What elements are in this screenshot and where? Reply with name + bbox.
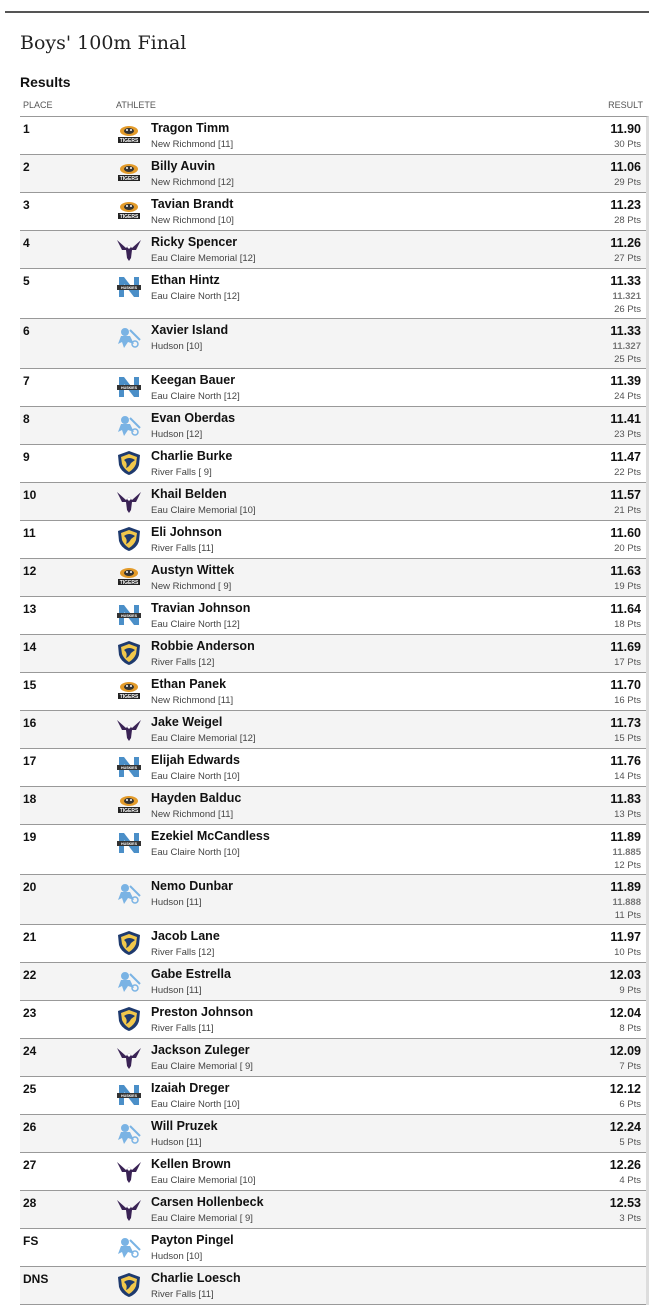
athlete-name-link[interactable]: Ezekiel McCandless bbox=[151, 829, 270, 843]
points-value: 28 Pts bbox=[614, 215, 641, 226]
team-grade-link[interactable]: River Falls [ 9] bbox=[151, 467, 212, 478]
svg-text:HUSKIES: HUSKIES bbox=[121, 842, 137, 846]
athlete-name-link[interactable]: Jackson Zuleger bbox=[151, 1043, 250, 1057]
place-cell: 27 bbox=[23, 1158, 37, 1172]
team-grade-link[interactable]: Hudson [11] bbox=[151, 1137, 202, 1148]
team-grade-link[interactable]: Eau Claire North [10] bbox=[151, 1099, 240, 1110]
athlete-name-link[interactable]: Izaiah Dreger bbox=[151, 1081, 230, 1095]
table-row bbox=[20, 1191, 646, 1229]
result-mark: 12.09 bbox=[609, 1044, 641, 1058]
falcon-logo-icon[interactable] bbox=[116, 526, 142, 552]
place-cell: 4 bbox=[23, 236, 30, 250]
raider-logo-icon[interactable] bbox=[116, 1234, 142, 1260]
huskies-logo-icon[interactable] bbox=[116, 830, 142, 856]
table-row bbox=[20, 407, 646, 445]
tigers-logo-icon[interactable] bbox=[116, 198, 142, 224]
place-cell: 7 bbox=[23, 374, 30, 388]
result-mark: 12.03 bbox=[609, 968, 641, 982]
place-cell: 11 bbox=[23, 526, 36, 540]
points-value: 9 Pts bbox=[619, 985, 641, 996]
team-grade-link[interactable]: Hudson [10] bbox=[151, 1251, 203, 1262]
tigers-logo-icon[interactable] bbox=[116, 564, 142, 590]
svg-text:TIGERS: TIGERS bbox=[119, 138, 139, 144]
athlete-name-link[interactable]: Khail Belden bbox=[151, 487, 227, 501]
table-row bbox=[20, 269, 646, 319]
eagle-logo-icon[interactable] bbox=[116, 1158, 142, 1184]
place-cell: 26 bbox=[23, 1120, 37, 1134]
table-row bbox=[20, 483, 646, 521]
place-cell: 13 bbox=[23, 602, 37, 616]
table-row bbox=[20, 635, 646, 673]
page-title: Boys' 100m Final bbox=[20, 32, 187, 54]
points-value: 19 Pts bbox=[614, 581, 641, 592]
tigers-logo-icon[interactable] bbox=[116, 678, 142, 704]
athlete-name-link[interactable]: Gabe Estrella bbox=[151, 967, 231, 981]
athlete-name-link[interactable]: Carsen Hollenbeck bbox=[151, 1195, 264, 1209]
team-grade-link[interactable]: River Falls [12] bbox=[151, 947, 215, 958]
place-cell: 22 bbox=[23, 968, 37, 982]
result-mark: 11.69 bbox=[610, 640, 641, 654]
team-grade-link[interactable]: Eau Claire Memorial [12] bbox=[151, 253, 256, 264]
team-grade-link[interactable]: Hudson [11] bbox=[151, 897, 202, 908]
team-grade-link[interactable]: New Richmond [10] bbox=[151, 215, 234, 226]
result-mark: 11.89 bbox=[610, 830, 641, 844]
table-row bbox=[20, 597, 646, 635]
table-row bbox=[20, 749, 646, 787]
column-header-athlete[interactable]: ATHLETE bbox=[116, 100, 156, 110]
team-grade-link[interactable]: Eau Claire Memorial [10] bbox=[151, 1175, 256, 1186]
points-value: 6 Pts bbox=[619, 1099, 641, 1110]
table-row bbox=[20, 155, 646, 193]
tiebreak-mark: 11.885 bbox=[612, 847, 641, 858]
result-mark: 11.39 bbox=[610, 374, 641, 388]
table-row bbox=[20, 559, 646, 597]
team-grade-link[interactable]: Eau Claire Memorial [10] bbox=[151, 505, 256, 516]
points-value: 15 Pts bbox=[614, 733, 641, 744]
falcon-logo-icon[interactable] bbox=[116, 1272, 142, 1298]
points-value: 16 Pts bbox=[614, 695, 641, 706]
table-row bbox=[20, 673, 646, 711]
points-value: 21 Pts bbox=[614, 505, 641, 516]
points-value: 22 Pts bbox=[614, 467, 641, 478]
place-cell: 9 bbox=[23, 450, 30, 464]
eagle-logo-icon[interactable] bbox=[116, 236, 142, 262]
place-cell: 6 bbox=[23, 324, 30, 338]
athlete-name-link[interactable]: Jacob Lane bbox=[151, 929, 220, 943]
table-row bbox=[20, 369, 646, 407]
table-row bbox=[20, 925, 646, 963]
points-value: 25 Pts bbox=[614, 354, 641, 365]
table-row bbox=[20, 825, 646, 875]
falcon-logo-icon[interactable] bbox=[116, 640, 142, 666]
team-grade-link[interactable]: New Richmond [11] bbox=[151, 809, 234, 820]
athlete-name-link[interactable]: Ethan Panek bbox=[151, 677, 227, 691]
athlete-name-link[interactable]: Hayden Balduc bbox=[151, 791, 242, 805]
falcon-logo-icon[interactable] bbox=[116, 930, 142, 956]
huskies-logo-icon[interactable] bbox=[116, 1082, 142, 1108]
place-cell: 23 bbox=[23, 1006, 37, 1020]
place-cell: 25 bbox=[23, 1082, 37, 1096]
points-value: 8 Pts bbox=[619, 1023, 641, 1034]
team-grade-link[interactable]: New Richmond [11] bbox=[151, 695, 234, 706]
place-cell: 2 bbox=[23, 160, 30, 174]
place-cell: 28 bbox=[23, 1196, 37, 1210]
falcon-logo-icon[interactable] bbox=[116, 450, 142, 476]
place-cell: 3 bbox=[23, 198, 30, 212]
place-cell: 20 bbox=[23, 880, 37, 894]
team-grade-link[interactable]: Hudson [10] bbox=[151, 341, 203, 352]
table-row bbox=[20, 1039, 646, 1077]
points-value: 20 Pts bbox=[614, 543, 641, 554]
eagle-logo-icon[interactable] bbox=[116, 716, 142, 742]
place-cell: 24 bbox=[23, 1044, 37, 1058]
points-value: 4 Pts bbox=[619, 1175, 641, 1186]
place-cell: 21 bbox=[23, 930, 37, 944]
result-mark: 11.57 bbox=[610, 488, 641, 502]
svg-text:TIGERS: TIGERS bbox=[119, 580, 139, 586]
raider-logo-icon[interactable] bbox=[116, 1120, 142, 1146]
team-grade-link[interactable]: Eau Claire Memorial [ 9] bbox=[151, 1213, 253, 1224]
raider-logo-icon[interactable] bbox=[116, 412, 142, 438]
athlete-name-link[interactable]: Billy Auvin bbox=[151, 159, 216, 173]
team-grade-link[interactable]: River Falls [11] bbox=[151, 543, 214, 554]
points-value: 14 Pts bbox=[614, 771, 641, 782]
eagle-logo-icon[interactable] bbox=[116, 488, 142, 514]
tigers-logo-icon[interactable] bbox=[116, 160, 142, 186]
team-grade-link[interactable]: Eau Claire North [10] bbox=[151, 771, 240, 782]
place-cell: 15 bbox=[23, 678, 37, 692]
result-mark: 11.63 bbox=[610, 564, 641, 578]
team-grade-link[interactable]: River Falls [11] bbox=[151, 1289, 214, 1300]
raider-logo-icon[interactable] bbox=[116, 968, 142, 994]
eagle-logo-icon[interactable] bbox=[116, 1196, 142, 1222]
place-cell: 10 bbox=[23, 488, 37, 502]
team-grade-link[interactable]: Hudson [12] bbox=[151, 429, 203, 440]
points-value: 27 Pts bbox=[614, 253, 641, 264]
table-row bbox=[20, 231, 646, 269]
athlete-name-link[interactable]: Ricky Spencer bbox=[151, 235, 238, 249]
result-mark: 12.24 bbox=[609, 1120, 641, 1134]
athlete-name-link[interactable]: Travian Johnson bbox=[151, 601, 251, 615]
results-table bbox=[20, 98, 649, 1305]
athlete-name-link[interactable]: Keegan Bauer bbox=[151, 373, 236, 387]
table-row bbox=[20, 963, 646, 1001]
result-mark: 12.53 bbox=[609, 1196, 641, 1210]
result-mark: 11.33 bbox=[610, 274, 641, 288]
team-grade-link[interactable]: Eau Claire Memorial [12] bbox=[151, 733, 256, 744]
place-cell: 19 bbox=[23, 830, 37, 844]
points-value: 3 Pts bbox=[619, 1213, 641, 1224]
points-value: 17 Pts bbox=[614, 657, 641, 668]
result-mark: 11.83 bbox=[610, 792, 641, 806]
huskies-logo-icon[interactable] bbox=[116, 602, 142, 628]
svg-text:HUSKIES: HUSKIES bbox=[121, 286, 137, 290]
athlete-name-link[interactable]: Eli Johnson bbox=[151, 525, 222, 539]
svg-text:TIGERS: TIGERS bbox=[119, 808, 139, 814]
result-mark: 12.12 bbox=[609, 1082, 641, 1096]
points-value: 10 Pts bbox=[614, 947, 641, 958]
place-cell: 18 bbox=[23, 792, 37, 806]
svg-text:TIGERS: TIGERS bbox=[119, 694, 139, 700]
result-mark: 11.73 bbox=[610, 716, 641, 730]
tiebreak-mark: 11.888 bbox=[612, 897, 641, 908]
points-value: 11 Pts bbox=[614, 910, 641, 921]
points-value: 23 Pts bbox=[614, 429, 641, 440]
section-title: Results bbox=[20, 74, 71, 90]
athlete-name-link[interactable]: Nemo Dunbar bbox=[151, 879, 233, 893]
result-mark: 11.97 bbox=[610, 930, 641, 944]
points-value: 7 Pts bbox=[619, 1061, 641, 1072]
points-value: 12 Pts bbox=[614, 860, 641, 871]
huskies-logo-icon[interactable] bbox=[116, 754, 142, 780]
place-cell: 17 bbox=[23, 754, 37, 768]
table-row bbox=[20, 117, 646, 155]
athlete-name-link[interactable]: Kellen Brown bbox=[151, 1157, 231, 1171]
svg-text:HUSKIES: HUSKIES bbox=[121, 766, 137, 770]
tigers-logo-icon[interactable] bbox=[116, 122, 142, 148]
table-row bbox=[20, 1001, 646, 1039]
table-row bbox=[20, 445, 646, 483]
result-mark: 11.47 bbox=[610, 450, 641, 464]
athlete-name-link[interactable]: Jake Weigel bbox=[151, 715, 223, 729]
raider-logo-icon[interactable] bbox=[116, 880, 142, 906]
points-value: 30 Pts bbox=[614, 139, 641, 150]
team-grade-link[interactable]: Eau Claire North [12] bbox=[151, 619, 240, 630]
place-cell: 5 bbox=[23, 274, 30, 288]
table-row bbox=[20, 1267, 646, 1305]
table-row bbox=[20, 711, 646, 749]
table-row bbox=[20, 521, 646, 559]
tiebreak-mark: 11.327 bbox=[612, 341, 641, 352]
place-cell: DNS bbox=[23, 1272, 49, 1286]
eagle-logo-icon[interactable] bbox=[116, 1044, 142, 1070]
table-row bbox=[20, 1115, 646, 1153]
team-grade-link[interactable]: Eau Claire North [12] bbox=[151, 291, 240, 302]
falcon-logo-icon[interactable] bbox=[116, 1006, 142, 1032]
place-cell: 16 bbox=[23, 716, 37, 730]
tiebreak-mark: 11.321 bbox=[612, 291, 641, 302]
column-header-place[interactable]: PLACE bbox=[23, 100, 53, 110]
table-row bbox=[20, 787, 646, 825]
result-mark: 11.33 bbox=[610, 324, 641, 338]
points-value: 13 Pts bbox=[614, 809, 641, 820]
svg-text:HUSKIES: HUSKIES bbox=[121, 386, 137, 390]
raider-logo-icon[interactable] bbox=[116, 324, 142, 350]
result-mark: 11.41 bbox=[610, 412, 641, 426]
result-mark: 11.23 bbox=[610, 198, 641, 212]
athlete-name-link[interactable]: Will Pruzek bbox=[151, 1119, 218, 1133]
result-mark: 11.64 bbox=[610, 602, 641, 616]
result-mark: 12.26 bbox=[609, 1158, 641, 1172]
result-mark: 11.70 bbox=[610, 678, 641, 692]
svg-text:HUSKIES: HUSKIES bbox=[121, 614, 137, 618]
tigers-logo-icon[interactable] bbox=[116, 792, 142, 818]
points-value: 29 Pts bbox=[614, 177, 641, 188]
team-grade-link[interactable]: Eau Claire Memorial [ 9] bbox=[151, 1061, 253, 1072]
svg-text:HUSKIES: HUSKIES bbox=[121, 1094, 137, 1098]
top-divider bbox=[5, 11, 649, 13]
table-row bbox=[20, 193, 646, 231]
team-grade-link[interactable]: Eau Claire North [12] bbox=[151, 391, 240, 402]
team-grade-link[interactable]: New Richmond [11] bbox=[151, 139, 234, 150]
athlete-name-link[interactable]: Xavier Island bbox=[151, 323, 229, 337]
results-rows bbox=[20, 116, 649, 1305]
table-row bbox=[20, 1077, 646, 1115]
result-mark: 11.76 bbox=[610, 754, 641, 768]
table-row bbox=[20, 875, 646, 925]
team-grade-link[interactable]: River Falls [11] bbox=[151, 1023, 214, 1034]
points-value: 26 Pts bbox=[614, 304, 641, 315]
athlete-name-link[interactable]: Preston Johnson bbox=[151, 1005, 254, 1019]
points-value: 24 Pts bbox=[614, 391, 641, 402]
athlete-name-link[interactable]: Tragon Timm bbox=[151, 121, 230, 135]
athlete-name-link[interactable]: Charlie Burke bbox=[151, 449, 233, 463]
table-row bbox=[20, 1229, 646, 1267]
place-cell: FS bbox=[23, 1234, 39, 1248]
huskies-logo-icon[interactable] bbox=[116, 374, 142, 400]
athlete-name-link[interactable]: Charlie Loesch bbox=[151, 1271, 241, 1285]
athlete-name-link[interactable]: Tavian Brandt bbox=[151, 197, 234, 211]
place-cell: 12 bbox=[23, 564, 37, 578]
team-grade-link[interactable]: Eau Claire North [10] bbox=[151, 847, 240, 858]
svg-text:TIGERS: TIGERS bbox=[119, 176, 139, 182]
table-header bbox=[20, 98, 649, 116]
place-cell: 1 bbox=[23, 122, 30, 136]
place-cell: 8 bbox=[23, 412, 30, 426]
team-grade-link[interactable]: New Richmond [ 9] bbox=[151, 581, 232, 592]
athlete-name-link[interactable]: Evan Oberdas bbox=[151, 411, 236, 425]
athlete-name-link[interactable]: Payton Pingel bbox=[151, 1233, 234, 1247]
svg-text:TIGERS: TIGERS bbox=[119, 214, 139, 220]
athlete-name-link[interactable]: Austyn Wittek bbox=[151, 563, 235, 577]
points-value: 5 Pts bbox=[619, 1137, 641, 1148]
team-grade-link[interactable]: New Richmond [12] bbox=[151, 177, 234, 188]
athlete-name-link[interactable]: Ethan Hintz bbox=[151, 273, 220, 287]
team-grade-link[interactable]: Hudson [11] bbox=[151, 985, 202, 996]
result-mark: 12.04 bbox=[609, 1006, 641, 1020]
result-mark: 11.06 bbox=[610, 160, 641, 174]
athlete-name-link[interactable]: Robbie Anderson bbox=[151, 639, 255, 653]
column-header-result[interactable]: RESULT bbox=[608, 100, 643, 110]
result-mark: 11.26 bbox=[610, 236, 641, 250]
result-mark: 11.90 bbox=[610, 122, 641, 136]
team-grade-link[interactable]: River Falls [12] bbox=[151, 657, 215, 668]
athlete-name-link[interactable]: Elijah Edwards bbox=[151, 753, 240, 767]
table-row bbox=[20, 1153, 646, 1191]
result-mark: 11.60 bbox=[610, 526, 641, 540]
huskies-logo-icon[interactable] bbox=[116, 274, 142, 300]
points-value: 18 Pts bbox=[614, 619, 641, 630]
place-cell: 14 bbox=[23, 640, 37, 654]
table-row bbox=[20, 319, 646, 369]
result-mark: 11.89 bbox=[610, 880, 641, 894]
